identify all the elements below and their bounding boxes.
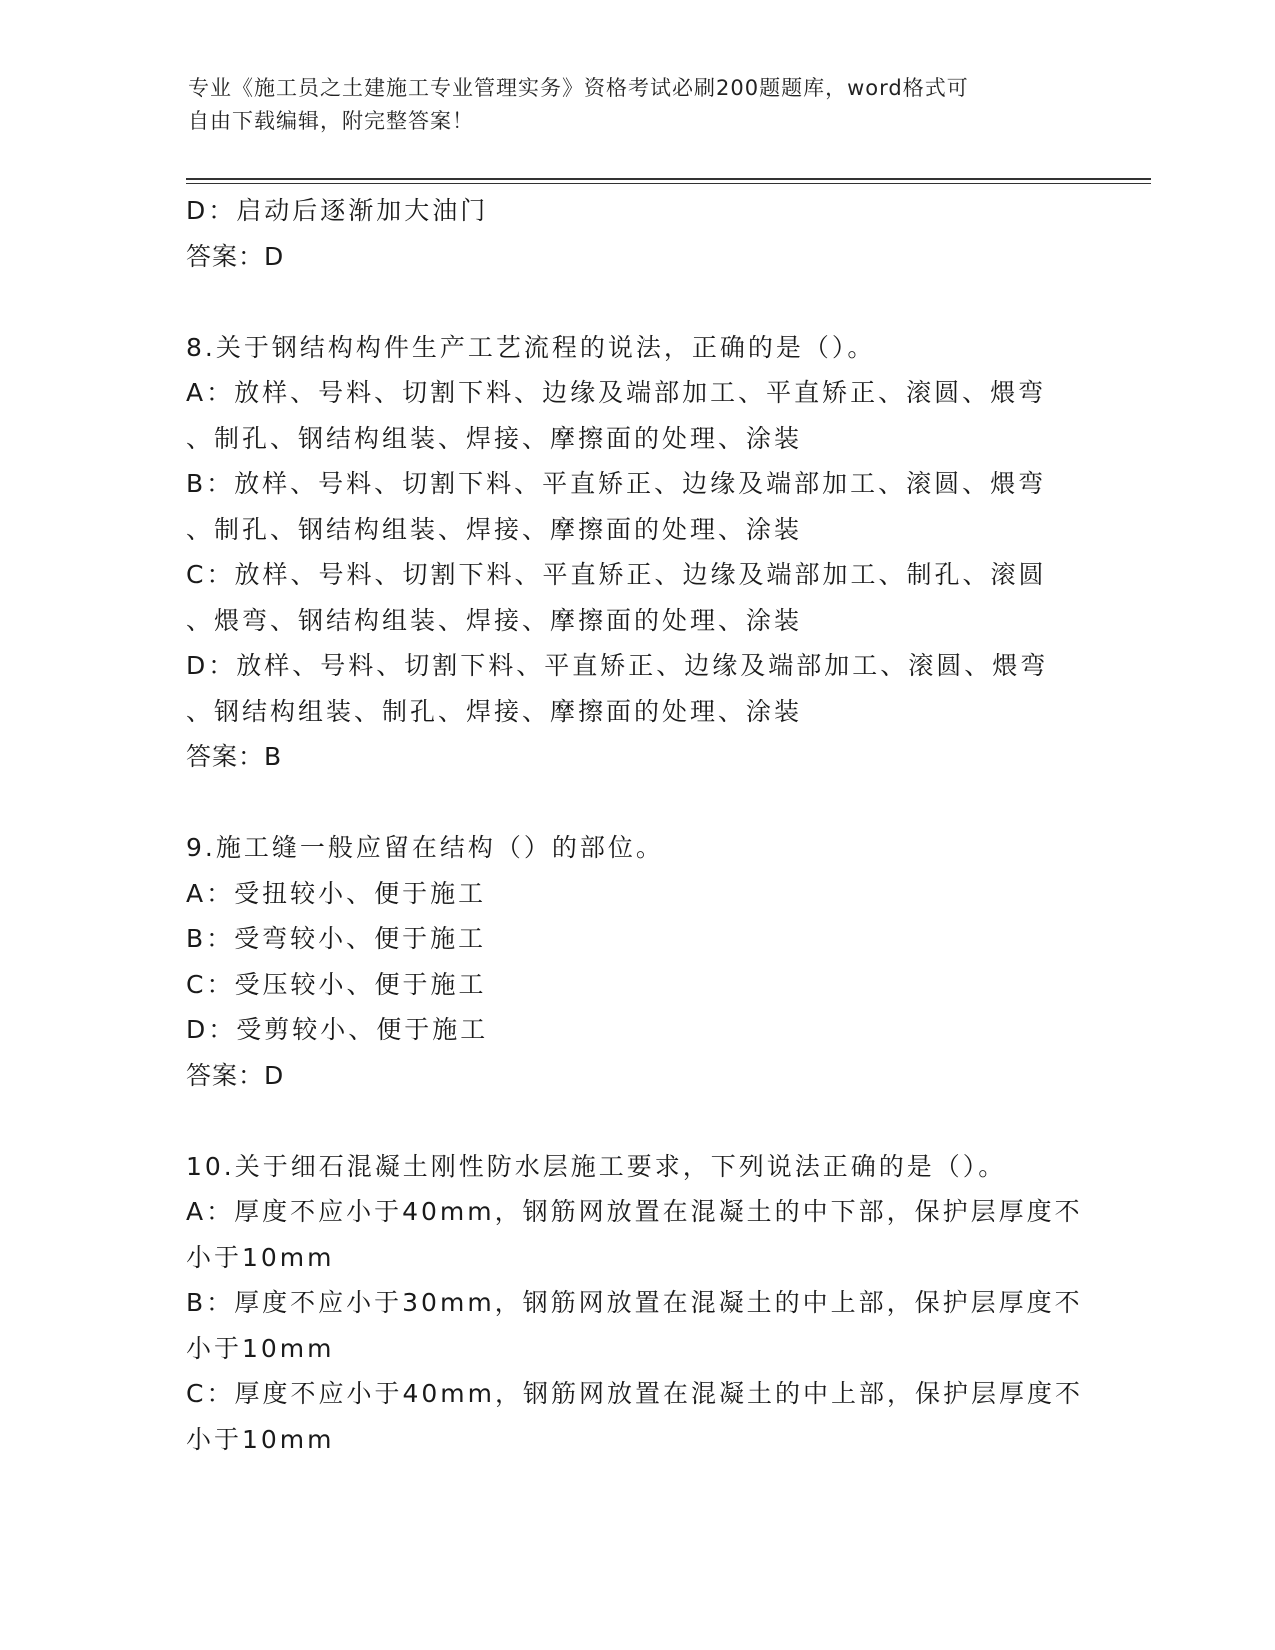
- spacer: [186, 780, 1086, 826]
- question-9-option-a: A：受扭较小、便于施工: [186, 878, 487, 908]
- question-8-option-b-cont: 、制孔、钢结构组装、焊接、摩擦面的处理、涂装: [186, 514, 803, 544]
- spacer: [186, 279, 1086, 325]
- question-8-option-b: B：放样、号料、切割下料、平直矫正、边缘及端部加工、滚圆、煨弯: [186, 469, 1047, 498]
- question-10: [186, 1144, 1086, 1463]
- question-8-option-c: C：放样、号料、切割下料、平直矫正、边缘及端部加工、制孔、滚圆: [186, 560, 1047, 589]
- question-8-option-d-cont: 、钢结构组装、制孔、焊接、摩擦面的处理、涂装: [186, 696, 803, 726]
- question-9-option-b: B：受弯较小、便于施工: [186, 924, 487, 953]
- header-divider-thin: [186, 183, 1151, 184]
- header-divider-thick: [186, 178, 1151, 180]
- question-8-option-c-cont: 、煨弯、钢结构组装、焊接、摩擦面的处理、涂装: [186, 605, 803, 635]
- question-10-option-c-cont: 小于10mm: [186, 1424, 335, 1454]
- question-9: [186, 825, 1086, 1098]
- question-9-option-d: D：受剪较小、便于施工: [186, 1015, 489, 1044]
- question-10-option-b-cont: 小于10mm: [186, 1333, 335, 1363]
- spacer: [186, 1098, 1086, 1144]
- prev-option-d: D：启动后逐渐加大油门: [186, 196, 489, 225]
- question-10-option-a-cont: 小于10mm: [186, 1242, 335, 1272]
- question-9-text: 9.施工缝一般应留在结构（）的部位。: [186, 833, 664, 862]
- question-9-option-c: C：受压较小、便于施工: [186, 969, 487, 999]
- header-title-line-2: 自由下载编辑，附完整答案！: [188, 109, 474, 133]
- document-body: [186, 188, 1086, 1462]
- question-10-option-b: B：厚度不应小于30mm，钢筋网放置在混凝土的中上部，保护层厚度不: [186, 1288, 1083, 1317]
- question-8-option-a: A：放样、号料、切割下料、边缘及端部加工、平直矫正、滚圆、煨弯: [186, 378, 1047, 407]
- question-10-text: 10.关于细石混凝土刚性防水层施工要求，下列说法正确的是（）。: [186, 1151, 1007, 1181]
- question-8-option-a-cont: 、制孔、钢结构组装、焊接、摩擦面的处理、涂装: [186, 423, 803, 453]
- question-8-option-d: D：放样、号料、切割下料、平直矫正、边缘及端部加工、滚圆、煨弯: [186, 651, 1049, 680]
- question-8-text: 8.关于钢结构构件生产工艺流程的说法，正确的是（）。: [186, 332, 876, 362]
- question-10-option-c: C：厚度不应小于40mm，钢筋网放置在混凝土的中上部，保护层厚度不: [186, 1379, 1083, 1408]
- header-title-line-1: 专业《施工员之土建施工专业管理实务》资格考试必刷200题题库，word格式可: [188, 76, 969, 100]
- page-header: [188, 72, 1088, 138]
- question-8: [186, 325, 1086, 780]
- prev-answer: 答案：D: [186, 241, 285, 271]
- question-9-answer: 答案：D: [186, 1060, 285, 1090]
- question-10-option-a: A：厚度不应小于40mm，钢筋网放置在混凝土的中下部，保护层厚度不: [186, 1197, 1083, 1226]
- question-8-answer: 答案：B: [186, 742, 283, 771]
